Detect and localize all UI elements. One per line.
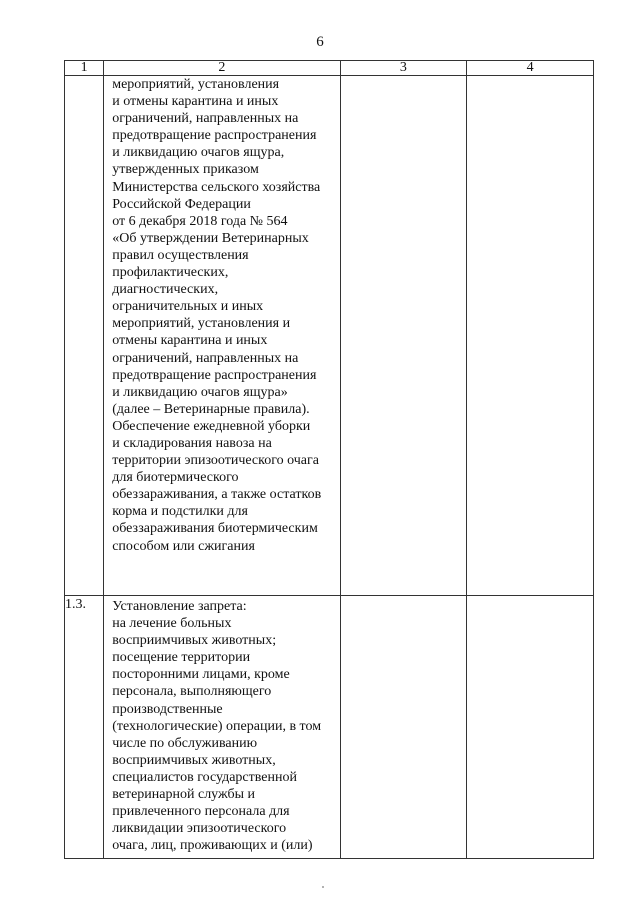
measure-description-text: мероприятий, установления и отмены карантина и иных ограничений, направленных на предотвращение распространения и ликвидацию очагов ящура, утвержденных приказом Министерства сельского хозяйства Российской Федерации от 6 декабря 2018 года № 564 «Об утверждении Ветеринарных правил осуществления профилактических, диагностических, ограничительных и иных мероприятий, установления и отмены карантина и иных ограничений, направленных на предотвращение распространения и ликвидацию очагов ящура» (далее – Ветеринарные правила). Обеспечение ежедневной уборки и складирования навоза на территории эпизоотического очага для биотермического обеззараживания, а также остатков корма и подстилки для обеззараживания биотермическим способом или сжигания <box>112 77 322 554</box>
measure-description-cell <box>104 76 340 596</box>
page-number: 6 <box>316 34 324 50</box>
column-3-cell <box>340 76 467 596</box>
row-number-cell <box>65 76 104 596</box>
column-header-4: 4 <box>467 61 594 76</box>
column-header-2: 2 <box>104 61 340 76</box>
scan-speck <box>322 886 324 888</box>
column-4-cell <box>467 76 594 596</box>
column-3-cell <box>340 596 467 859</box>
measures-table <box>64 60 594 859</box>
table-row <box>65 76 594 596</box>
measure-description-text: Установление запрета: на лечение больных восприимчивых животных; посещение территории посторонними лицами, кроме персонала, выполняющего производственные (технологические) операции, в том числе по обслуживанию восприимчивых животных, специалистов государственной ветеринарной службы и привлеченного персонала для ликвидации эпизоотического очага, лиц, проживающих и (или) <box>112 599 322 854</box>
table-header-row <box>65 61 594 76</box>
measure-description-cell <box>104 596 340 859</box>
column-header-1: 1 <box>65 61 104 76</box>
column-header-3: 3 <box>340 61 467 76</box>
row-number-cell: 1.3. <box>65 596 104 859</box>
column-4-cell <box>467 596 594 859</box>
table-row <box>65 596 594 859</box>
